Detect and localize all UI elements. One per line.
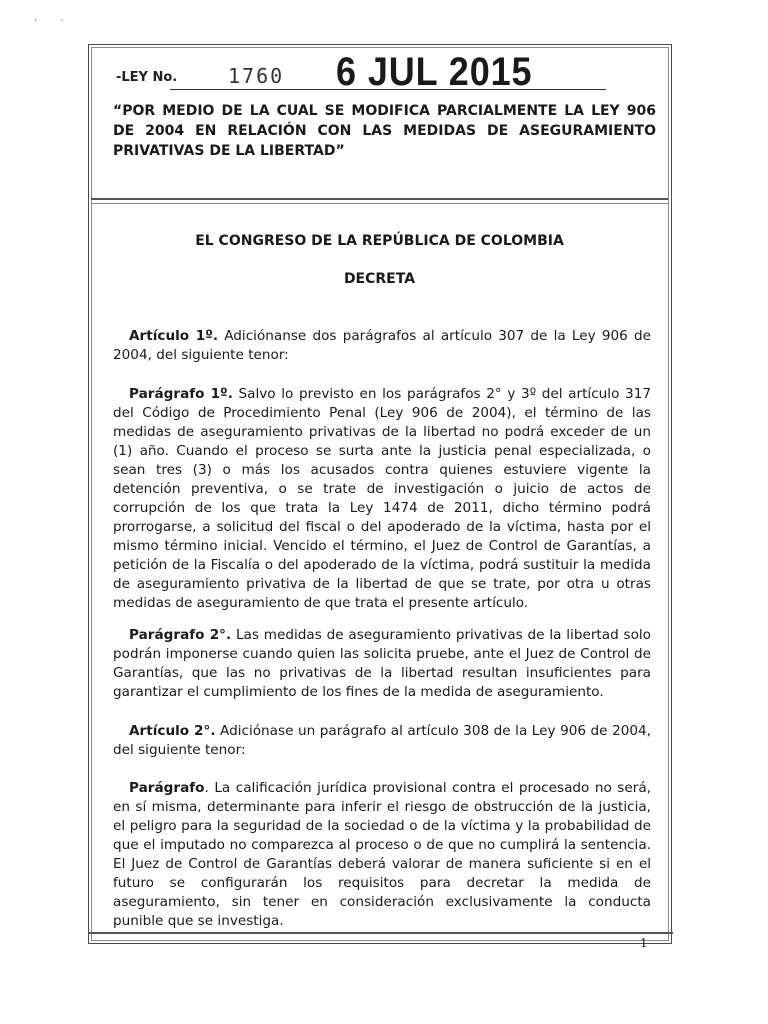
article-2-paragraph-heading: Parágrafo: [129, 780, 205, 796]
footer-rule: [88, 932, 673, 934]
scan-speck: · ·: [34, 16, 74, 27]
paragraph-2-text: Las medidas de aseguramiento privativas de la libertad solo podrán imponerse cuando quien las solicita pruebe, ante el Juez de Control de Garantías, que las no privativas de la libertad resultan insuficientes para garantizar el cumplimiento de los fines de la medida de aseguramiento.: [113, 627, 651, 700]
paragraph-1-heading: Parágrafo 1º.: [129, 386, 233, 402]
document-title: “POR MEDIO DE LA CUAL SE MODIFICA PARCIALMENTE LA LEY 906 DE 2004 EN RELACIÓN CON LAS MEDIDAS DE ASEGURAMIENTO PRIVATIVAS DE LA LIBERTAD”: [113, 103, 656, 159]
paragraph-2: [113, 626, 651, 702]
ley-number: 1760: [228, 64, 285, 88]
header-divider: [91, 198, 668, 200]
ley-label: -LEY No.: [116, 70, 178, 85]
article-2-heading: Artículo 2°.: [129, 723, 216, 739]
page-number: 1: [640, 936, 648, 950]
article-2: [113, 722, 651, 760]
paragraph-2-heading: Parágrafo 2°.: [129, 627, 232, 643]
issuing-body: EL CONGRESO DE LA REPÚBLICA DE COLOMBIA: [195, 233, 564, 249]
article-1: [113, 327, 651, 365]
ley-underline: [170, 89, 606, 90]
paragraph-1-text: Salvo lo previsto en los parágrafos 2° y 3º del artículo 317 del Código de Procedimiento Penal (Ley 906 de 2004), el término de las medidas de aseguramiento privativas de la libertad no podrá exceder de un (1) año. Cuando el proceso se surta ante la justicia penal especializada, o sean tres (3) o más los acusados contra quienes estuviere vigente la detención preventiva, o se trate de investigación o juicio de actos de corrupción de los que trata la Ley 1474 de 2011, dicho término podrá prorrogarse, a solicitud del fiscal o del apoderado de la víctima, hasta por el mismo término inicial. Vencido el término, el Juez de Control de Garantías, a petición de la Fiscalía o del apoderado de la víctima, podrá sustituir la medida de aseguramiento privativa de la libertad de que se trate, por otra u otras medidas de aseguramiento de que trata el presente artículo.: [113, 386, 651, 611]
article-1-heading: Artículo 1º.: [129, 328, 219, 344]
ley-header: [116, 52, 606, 92]
article-2-paragraph: [113, 779, 651, 931]
date-stamp: 6 JUL 2015: [336, 50, 533, 94]
header-divider-thin: [91, 203, 668, 204]
decree-heading: DECRETA: [343, 271, 416, 287]
article-2-paragraph-text: . La calificación jurídica provisional contra el procesado no será, en sí misma, determinante para inferir el riesgo de obstrucción de la justicia, el peligro para la seguridad de la sociedad o de la víctima y la probabilidad de que el imputado no comparezca al proceso o de que no cumplirá la sentencia. El Juez de Control de Garantías deberá valorar de manera suficiente si en el futuro se configurarán los requisitos para decretar la medida de aseguramiento, sin tener en consideración exclusivamente la conducta punible que se investiga.: [113, 780, 651, 929]
article-1-text: Adiciónanse dos parágrafos al artículo 307 de la Ley 906 de 2004, del siguiente tenor:: [113, 328, 651, 363]
paragraph-1: [113, 385, 651, 613]
article-2-text: Adiciónase un parágrafo al artículo 308 de la Ley 906 de 2004, del siguiente tenor:: [113, 723, 651, 758]
